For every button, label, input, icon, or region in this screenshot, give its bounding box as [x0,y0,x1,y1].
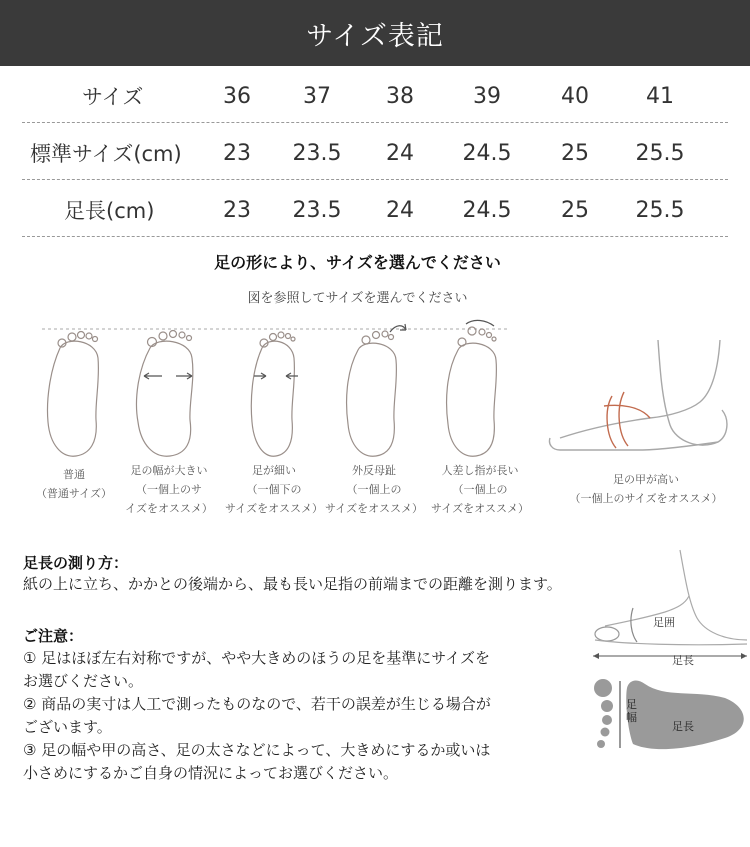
caption-line: （一個上の [346,483,402,496]
foot-type-caption [566,470,726,508]
size-cell: 24.5 [462,141,512,166]
foot-long-toe-icon [447,320,497,456]
length-label: 足長 [672,654,694,667]
note-line: お選びください。 [23,672,144,690]
notes-title: ご注意： [23,627,84,645]
note-line: 小さめにするかご自身の情況によってお選びください。 [23,764,399,782]
length-label-2: 足長 [672,720,694,733]
size-cell: 23.5 [292,198,342,223]
size-cell: 23 [223,141,251,166]
size-cell: 24 [386,198,414,223]
foot-narrow-icon [251,332,298,456]
size-cell: 25.5 [635,198,685,223]
size-row [22,123,728,180]
caption-line: 足が細い [252,464,296,477]
caption-line: 人差し指が長い [441,464,519,477]
page-title: サイズ表記 [306,20,444,52]
row-label: サイズ [82,85,144,109]
size-table [22,66,728,237]
caption-line: （一個上のサ [136,483,202,496]
caption-line: サイズをオススメ） [224,502,323,515]
caption-line: （普通サイズ） [35,487,113,500]
size-cell: 36 [223,84,251,109]
size-cell: 25 [561,198,589,223]
size-row [22,180,728,237]
caption-line: （一個上の [452,483,508,496]
caption-line: 足の幅が大きい [130,464,208,477]
foot-measure-diagram [585,548,750,758]
size-cell: 23.5 [292,141,342,166]
size-cell: 39 [473,84,501,109]
measure-text: 紙の上に立ち、かかとの後端から、最も長い足指の前端までの距離を測ります。 [23,575,562,593]
size-row [22,66,728,123]
note-line: ③ 足の幅や甲の高さ、足の太さなどによって、大きめにするか或いは [23,741,491,759]
size-cell: 25 [561,141,589,166]
caption-line: 普通 [63,468,85,481]
caption-line: サイズをオススメ） [324,502,423,515]
caption-line: サイズをオススメ） [430,502,529,515]
page-header [0,0,750,66]
size-cell: 24.5 [462,198,512,223]
note-line: ① 足はほぼ左右対称ですが、やや大きめのほうの足を基準にサイズを [23,649,491,667]
size-cell: 41 [646,84,674,109]
foot-shape-title: 足の形により、サイズを選んでください [214,253,501,272]
size-cell: 38 [386,84,414,109]
caption-line: 足の甲が高い [613,473,679,486]
foot-shape-subtitle: 図を参照してサイズを選んでください [247,291,468,306]
foot-type-caption [424,461,536,518]
foot-type-caption [113,461,225,518]
foot-side-view-icon [549,340,726,450]
note-line: ② 商品の実寸は人工で測ったものなので、若干の誤差が生じる場合が [23,695,491,713]
caption-line: （一個上のサイズをオススメ） [569,492,723,505]
size-cell: 37 [303,84,331,109]
measure-title: 足長の測り方： [23,554,129,572]
size-cell: 40 [561,84,589,109]
foot-wide-icon [137,331,193,457]
foot-type-caption [318,461,430,518]
row-label: 標準サイズ(cm) [30,142,182,166]
foot-type-caption [218,461,330,518]
foot-shapes-illustration [0,310,750,470]
girth-label: 足囲 [653,616,675,629]
caption-line: 外反母趾 [352,464,396,477]
width-label: 足幅 [626,698,637,724]
foot-normal-icon [48,332,99,457]
foot-bunion-icon [347,324,406,456]
note-line: ございます。 [23,718,112,736]
size-cell: 24 [386,141,414,166]
caption-line: （一個下の [246,483,302,496]
caption-line: イズをオススメ） [125,502,213,515]
foot-type-caption [24,465,124,503]
size-cell: 23 [223,198,251,223]
row-label: 足長(cm) [64,199,155,223]
size-cell: 25.5 [635,141,685,166]
